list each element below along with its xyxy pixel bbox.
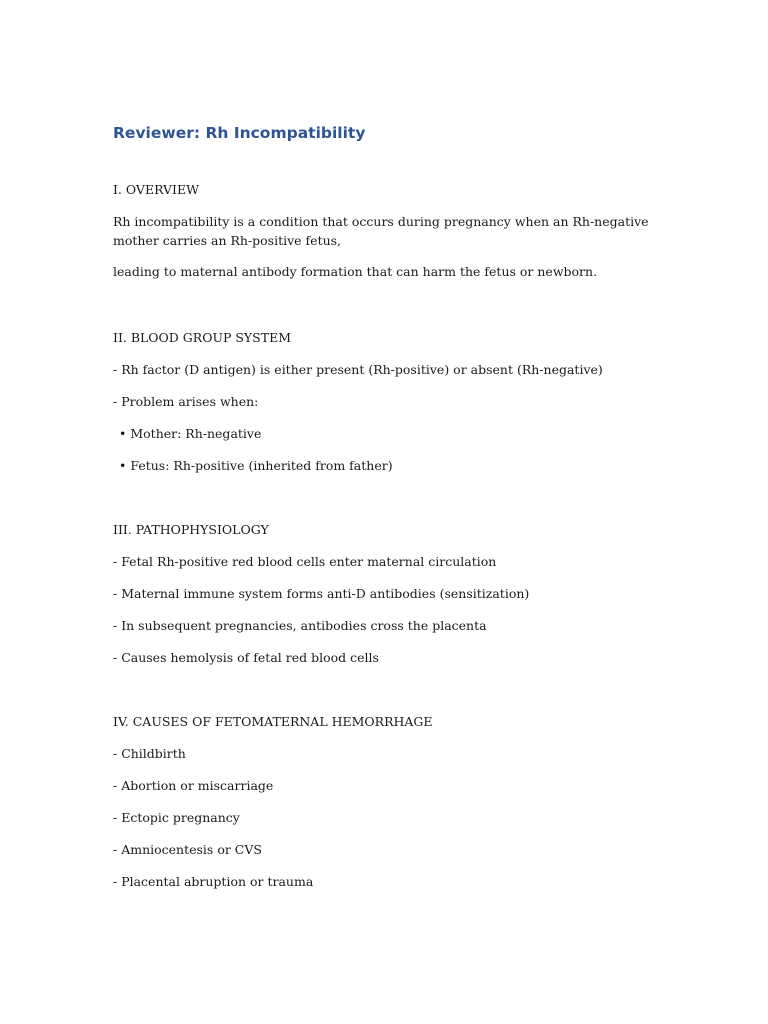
section-causes <box>113 712 673 892</box>
list-item: - Childbirth <box>113 746 186 761</box>
list-item: - Placental abruption or trauma <box>113 874 314 889</box>
section-heading: III. PATHOPHYSIOLOGY <box>113 522 269 537</box>
section-overview <box>113 180 673 281</box>
list-item: - Ectopic pregnancy <box>113 810 240 825</box>
sub-list-item: • Fetus: Rh-positive (inherited from father) <box>119 458 393 473</box>
list-item: - Causes hemolysis of fetal red blood cells <box>113 650 379 665</box>
list-item: - Amniocentesis or CVS <box>113 842 262 857</box>
list-item: - Fetal Rh-positive red blood cells enter maternal circulation <box>113 554 497 569</box>
list-item: - Problem arises when: <box>113 394 259 409</box>
section-pathophysiology <box>113 520 673 668</box>
paragraph: Rh incompatibility is a condition that occurs during pregnancy when an Rh-negative mother carries an Rh-positive fetus, <box>113 214 649 248</box>
section-blood-group-system <box>113 328 673 476</box>
section-heading: IV. CAUSES OF FETOMATERNAL HEMORRHAGE <box>113 714 433 729</box>
list-item: - Rh factor (D antigen) is either present (Rh-positive) or absent (Rh-negative) <box>113 362 603 377</box>
section-heading: I. OVERVIEW <box>113 182 199 197</box>
list-item: - Maternal immune system forms anti-D antibodies (sensitization) <box>113 586 530 601</box>
list-item: - Abortion or miscarriage <box>113 778 274 793</box>
document-title: Reviewer: Rh Incompatibility <box>113 124 366 142</box>
paragraph: leading to maternal antibody formation that can harm the fetus or newborn. <box>113 264 598 279</box>
sub-list-item: • Mother: Rh-negative <box>119 426 262 441</box>
section-heading: II. BLOOD GROUP SYSTEM <box>113 330 292 345</box>
list-item: - In subsequent pregnancies, antibodies cross the placenta <box>113 618 487 633</box>
